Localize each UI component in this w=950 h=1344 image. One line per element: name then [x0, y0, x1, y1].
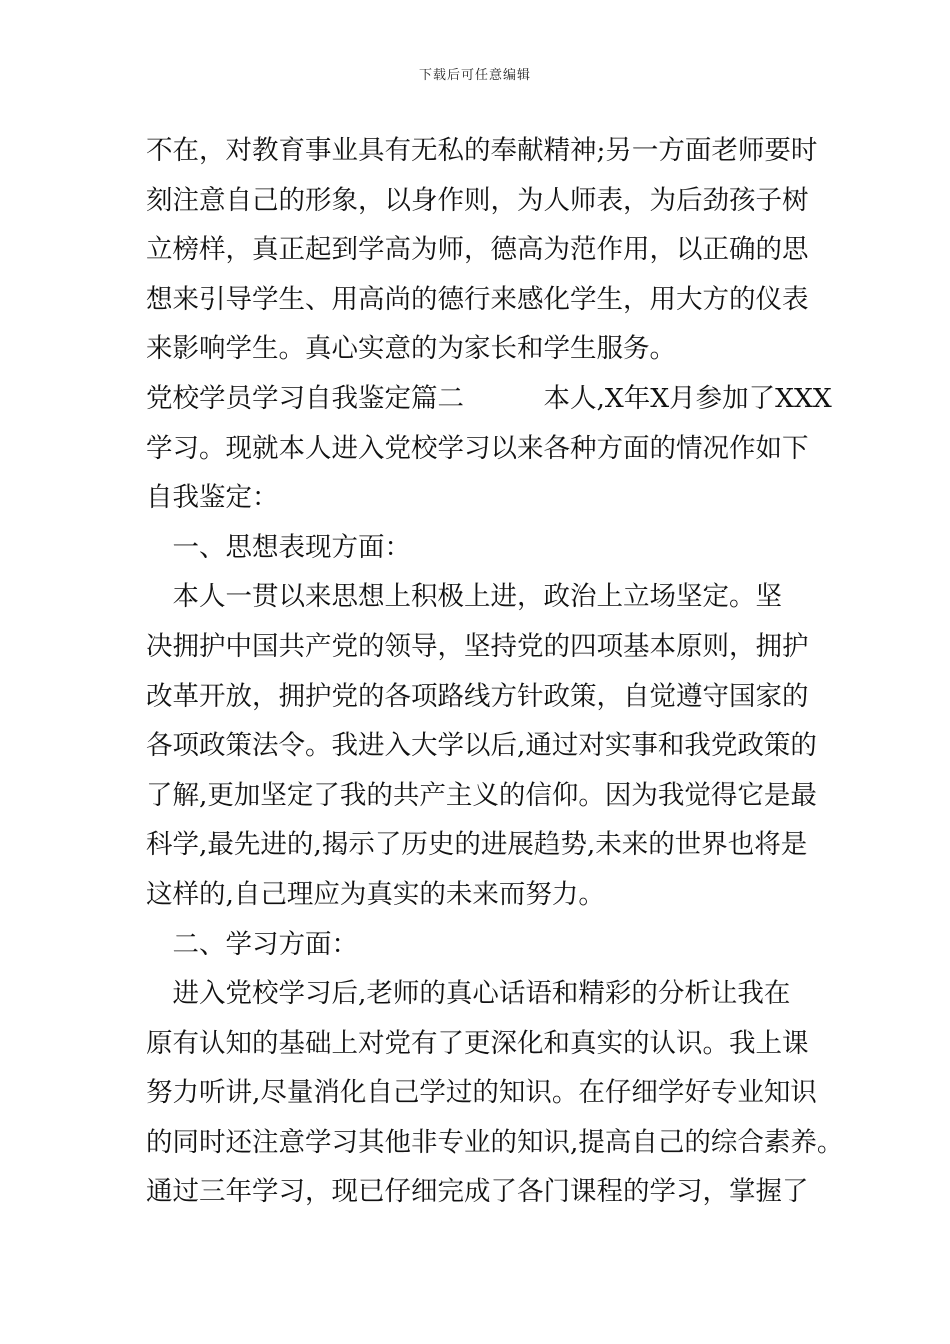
text-line: 的同时还注意学习其他非专业的知识,提高自己的综合素养。 — [146, 1126, 844, 1158]
section-title-line: 党校学员学习自我鉴定篇二 本人,X年X月参加了XXX — [146, 382, 832, 414]
text-line: 自我鉴定： — [146, 482, 279, 514]
document-body — [146, 126, 844, 1217]
text-line: 来影响学生。真心实意的为家长和学生服务。 — [146, 333, 676, 365]
text-line: 了解,更加坚定了我的共产主义的信仰。因为我觉得它是最 — [146, 779, 817, 811]
text-line: 刻注意自己的形象，以身作则，为人师表，为后劲孩子树 — [146, 184, 809, 216]
text-line: 不在，对教育事业具有无私的奉献精神;另一方面老师要时 — [146, 135, 818, 166]
text-line: 科学,最先进的,揭示了历史的进展趋势,未来的世界也将是 — [146, 829, 808, 861]
text-line: 本人一贯以来思想上积极上进，政治上立场坚定。坚 — [146, 581, 782, 613]
text-line: 通过三年学习，现已仔细完成了各门课程的学习，掌握了 — [146, 1176, 809, 1208]
text-line: 各项政策法令。我进入大学以后,通过对实事和我党政策的 — [146, 730, 817, 762]
text-line: 努力听讲,尽量消化自己学过的知识。在仔细学好专业知识 — [146, 1077, 817, 1109]
text-line: 学习。现就本人进入党校学习以来各种方面的情况作如下 — [146, 432, 809, 464]
text-line: 立榜样，真正起到学高为师，德高为范作用，以正确的思 — [146, 234, 809, 266]
subheading-study: 二、学习方面： — [146, 928, 358, 960]
text-line: 改革开放，拥护党的各项路线方针政策，自觉遵守国家的 — [146, 680, 809, 712]
page-header: 下载后可任意编辑 — [418, 68, 531, 83]
text-line: 想来引导学生、用高尚的德行来感化学生，用大方的仪表 — [146, 283, 809, 315]
text-line: 进入党校学习后,老师的真心话语和精彩的分析让我在 — [146, 978, 791, 1010]
subheading-ideology: 一、思想表现方面： — [146, 531, 411, 563]
text-line: 这样的,自己理应为真实的未来而努力。 — [146, 878, 605, 910]
text-line: 决拥护中国共产党的领导，坚持党的四项基本原则，拥护 — [146, 630, 809, 662]
text-line: 原有认知的基础上对党有了更深化和真实的认识。我上课 — [146, 1027, 809, 1059]
